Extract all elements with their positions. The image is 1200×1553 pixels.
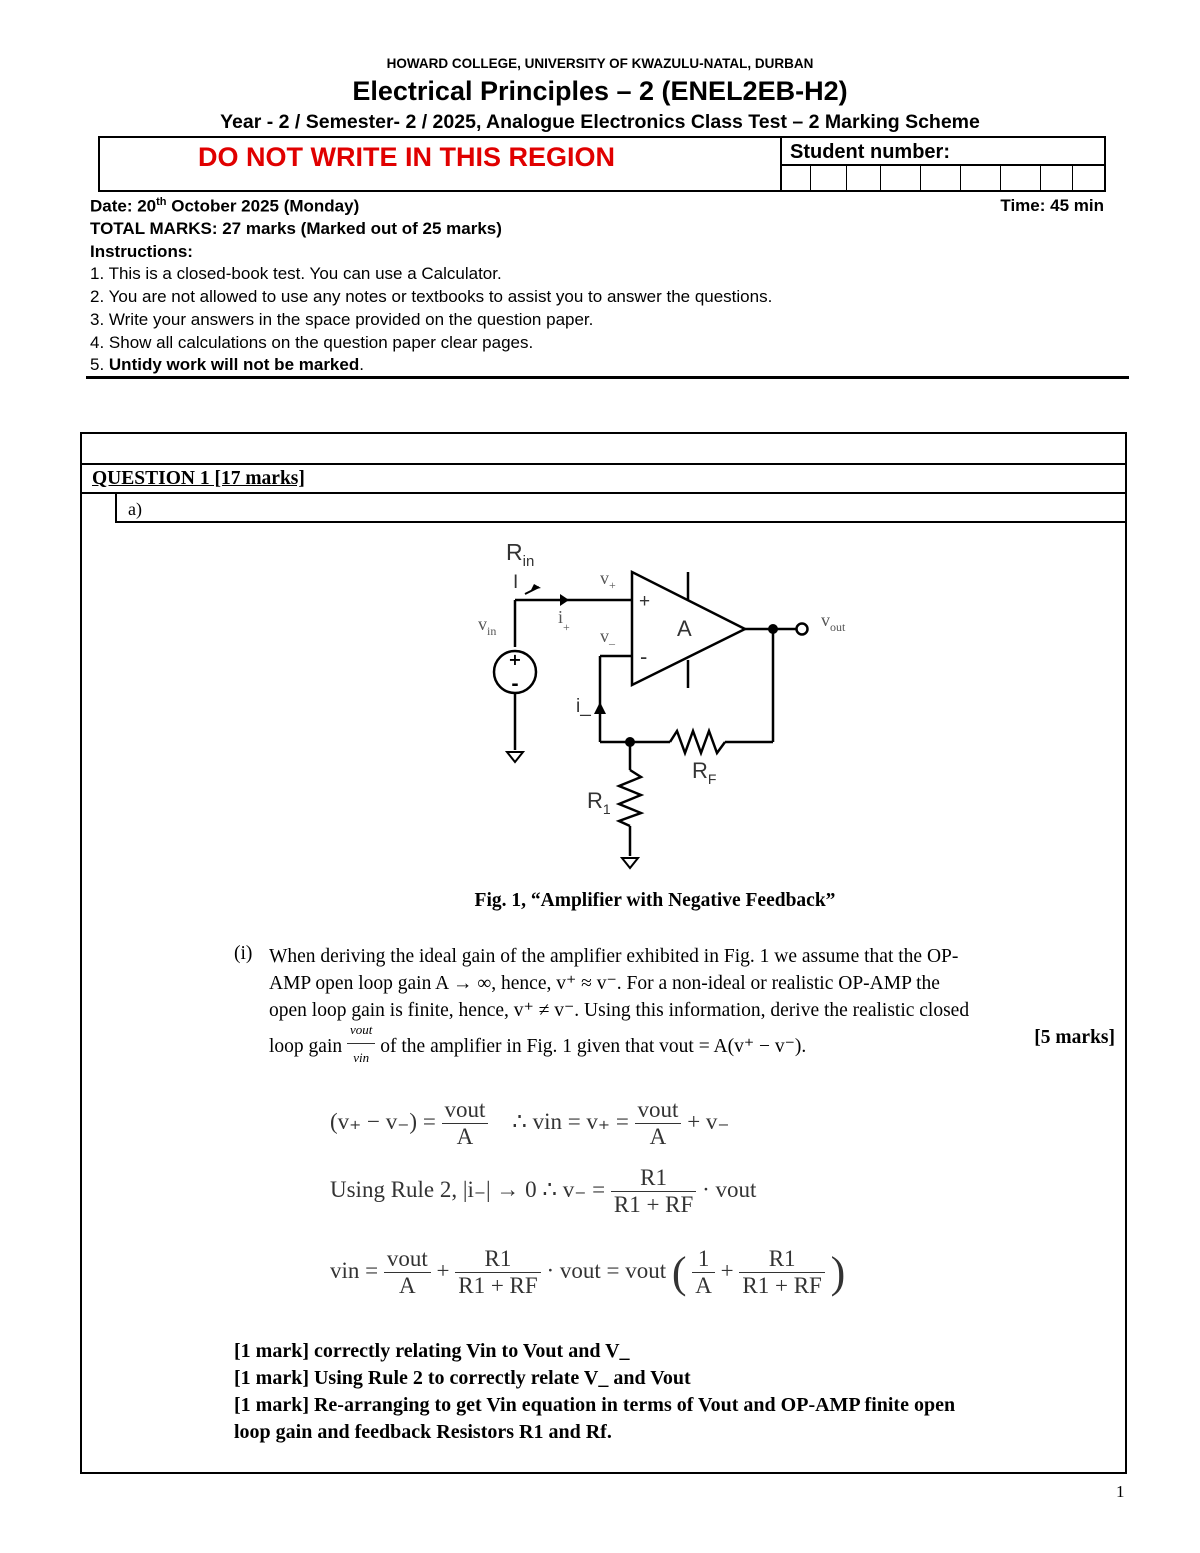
instruction-item: 5. Untidy work will not be marked. [90,355,364,374]
plus-terminal-label: + [639,591,651,612]
r1-label: $R_1$ [587,788,611,817]
test-duration: Time: 45 min [1000,196,1104,215]
student-number-field[interactable] [780,138,1104,190]
marking-note: [1 mark] Using Rule 2 to correctly relate V_ and Vout [234,1367,691,1389]
solution-equation-3: vin = $\frac{\text{vout}}{A}$ + $\frac{R1}{R1 + RF}$ · vout = vout ( $\frac{1}{A}$ + $\frac{R1}{R1 + RF}$ ) [330,1246,846,1298]
marking-note: [1 mark] correctly relating Vin to Vout and V_ [234,1340,630,1362]
vin-label: $v_{in}$ [478,614,497,638]
instruction-item: 1. This is a closed-book test. You can use a Calculator. [90,264,502,283]
current-label: I [513,572,519,593]
ground-icon [507,752,523,762]
test-date: Date: 20th October 2025 (Monday) [90,196,360,216]
output-terminal [797,624,808,635]
student-number-cell[interactable] [810,165,831,192]
part-i-question: When deriving the ideal gain of the amplifier exhibited in Fig. 1 we assume that the OP- AMP open loop gain A → ∞, hence, v⁺ ≈ v⁻. For a non-ideal or realistic OP-AMP the open loop gain is finite, hence, v⁺ ≠ v⁻. Using this information, derive the realistic closed loop gain $\frac{\text{vout}}{\text{vin}}$ of the amplifier in Fig. 1 given that vout = A(v⁺ − v⁻). [5 marks] [269,946,1115,1065]
course-title: Electrical Principles – 2 (ENEL2EB-H2) [352,76,848,106]
rf-resistor [670,731,725,753]
instructions-heading: Instructions: [90,242,193,261]
student-number-label: Student number: [790,141,950,163]
solution-equation-1: (v₊ − v₋) = $\frac{\text{vout}}{A}$ ∴ vin = v₊ = $\frac{\text{vout}}{A}$ + v₋ [330,1097,730,1149]
rf-label: $R_F$ [692,758,717,787]
part-label: a) [128,499,142,519]
question-title: QUESTION 1 [17 marks] [92,468,305,489]
student-info-box [98,136,1106,192]
iplus-label: $i_+$ [558,607,570,634]
student-number-cell[interactable] [846,165,867,192]
institution-name: HOWARD COLLEGE, UNIVERSITY OF KWAZULU-NATAL, DURBAN [386,56,814,71]
test-subtitle: Year - 2 / Semester- 2 / 2025, Analogue Electronics Class Test – 2 Marking Scheme [220,111,980,133]
figure-caption: Fig. 1, “Amplifier with Negative Feedback” [474,890,836,911]
rin-label: $R_{in}$ [506,539,535,570]
minus-terminal-label: - [640,644,648,669]
student-number-cell[interactable] [1000,165,1021,192]
svg-text:-: - [511,674,519,695]
marking-note: loop gain and feedback Resistors R1 and Rf. [234,1421,612,1443]
total-marks: TOTAL MARKS: 27 marks (Marked out of 25 marks) [90,219,502,238]
marking-notes [234,1338,1116,1446]
vminus-label: $v_-$ [600,626,615,650]
svg-text:+: + [508,650,522,669]
i-plus-arrow [560,594,569,606]
student-number-cell[interactable] [1040,165,1061,192]
restricted-region [100,138,782,190]
amplifier-circuit-diagram [470,530,880,875]
instruction-item: 3. Write your answers in the space provided on the question paper. [90,310,594,329]
instruction-item: 2. You are not allowed to use any notes or textbooks to assist you to answer the questions. [90,287,773,306]
part-i-marks: [5 marks] [1034,1027,1115,1048]
page-number: 1 [1116,1482,1125,1501]
student-number-cell[interactable] [960,165,981,192]
ground-icon [622,858,638,868]
restricted-label: DO NOT WRITE IN THIS REGION [198,142,615,172]
iminus-label: i_ [576,696,591,717]
instruction-item: 4. Show all calculations on the question paper clear pages. [90,333,534,352]
gain-label: A [677,616,692,641]
i-minus-arrow [594,702,606,714]
solution-equation-2: Using Rule 2, |i₋| → 0 ∴ v₋ = $\frac{R1}{R1 + RF}$ · vout [330,1165,757,1217]
student-number-cell[interactable] [1072,165,1093,192]
vplus-label: $v_+$ [600,568,616,592]
r1-resistor [619,770,641,826]
part-i-label: (i) [234,943,253,964]
vout-label: $v_{out}$ [821,610,846,634]
marking-note: [1 mark] Re-arranging to get Vin equation in terms of Vout and OP-AMP finite open [234,1394,956,1416]
student-number-cell[interactable] [920,165,941,192]
header-divider [86,376,1129,379]
student-number-cell[interactable] [880,165,901,192]
